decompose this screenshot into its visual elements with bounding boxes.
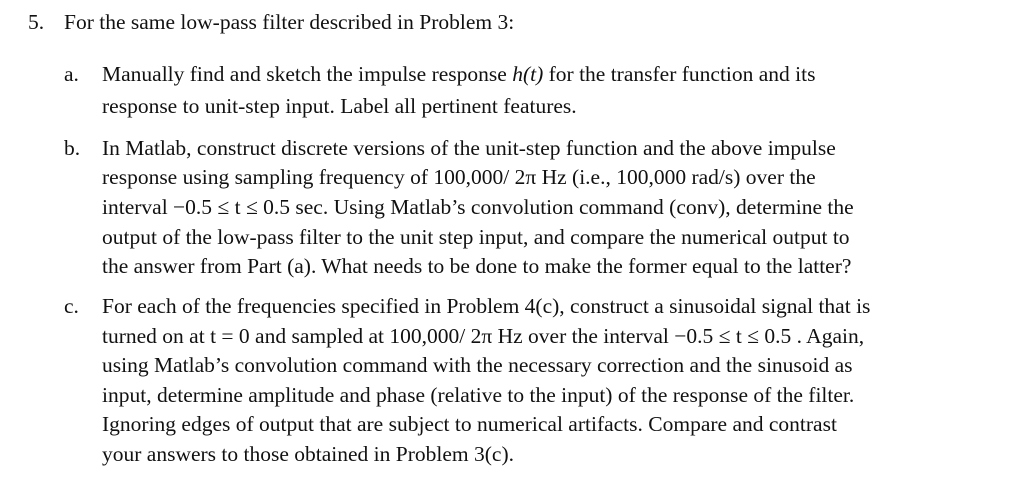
part-b-line-3: interval −0.5 ≤ t ≤ 0.5 sec. Using Matlab’s convolution command (conv), determine the [102,195,854,219]
problem-statement: For the same low-pass filter described in Problem 3: [64,10,515,34]
part-c-line-3: using Matlab’s convolution command with the necessary correction and the sinusoid as [102,353,853,377]
part-c-label: c. [64,294,79,318]
part-a-line-1 [102,60,816,88]
problem-number: 5. [28,10,45,34]
part-b-line-2: response using sampling frequency of 100,000/ 2π Hz (i.e., 100,000 rad/s) over the [102,165,816,189]
impulse-response-symbol: h(t) [512,62,544,86]
part-c-line-5: Ignoring edges of output that are subject to numerical artifacts. Compare and contrast [102,412,837,436]
part-a-line-1-pre: Manually find and sketch the impulse response [102,62,513,86]
part-c-line-2: turned on at t = 0 and sampled at 100,000/ 2π Hz over the interval −0.5 ≤ t ≤ 0.5 . Again, [102,324,865,348]
part-b-line-4: output of the low-pass filter to the unit step input, and compare the numerical output to [102,225,850,249]
part-c-line-1: For each of the frequencies specified in Problem 4(c), construct a sinusoidal signal that is [102,294,871,318]
part-b-line-1: In Matlab, construct discrete versions of the unit-step function and the above impulse [102,136,836,160]
part-a-label: a. [64,62,79,86]
part-b-label: b. [64,136,81,160]
part-a-line-2: response to unit-step input. Label all pertinent features. [102,94,577,118]
part-c-line-6: your answers to those obtained in Problem 3(c). [102,442,514,466]
part-c-line-4: input, determine amplitude and phase (relative to the input) of the response of the filter. [102,383,855,407]
part-b-line-5: the answer from Part (a). What needs to be done to make the former equal to the latter? [102,254,852,278]
part-a-line-1-post: for the transfer function and its [543,62,816,86]
